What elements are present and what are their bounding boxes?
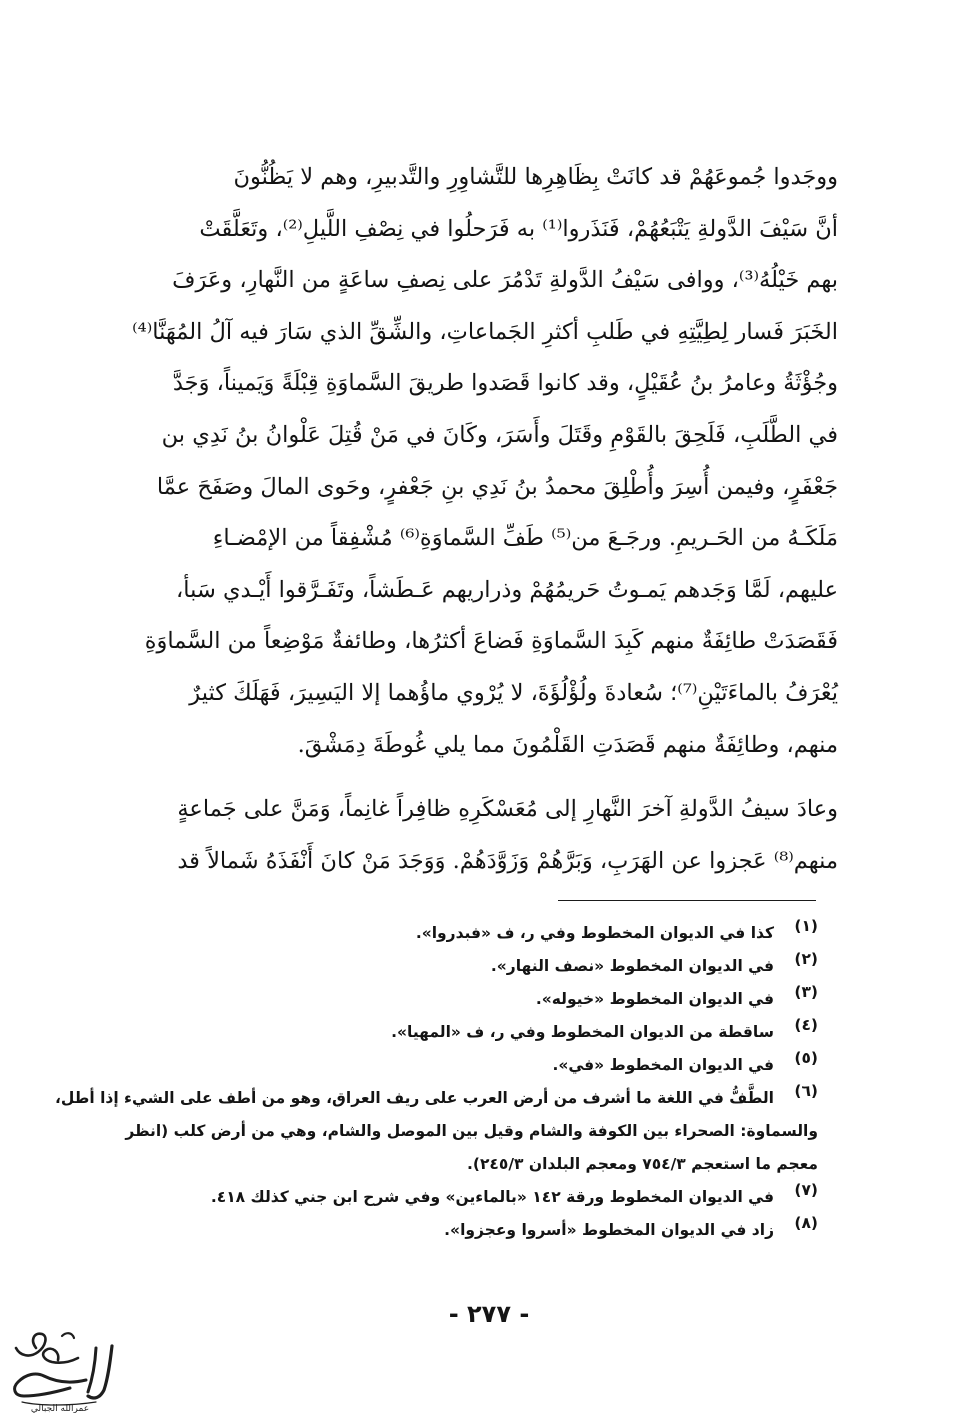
footnote-4 [112,1016,818,1049]
footnote-text: زاد في الديوان المخطوط «أسروا وعجزوا». [444,1221,774,1239]
footnote-text: والسماوة: الصحراء بين الكوفة والشام وقيل بين الموصل والشام، وهي من أرض كلب (انظر [125,1122,818,1140]
text-line: منهم⁽⁸⁾ عَجزوا عن الهَرَبِ، وَبَرَّهُمْ وَزَوَّدَهُمْ. وَوَجَدَ مَنْ كانَ أَنْفَذَهُ شَمالاً قد [177,847,838,874]
calligraphy-logo [0,1318,125,1413]
text-line: عليهم، لَمَّا وَجَدهم يَمـوتُ حَريمُهُمْ وذراريهم عَـطَشاً، وتَفَـرَّقوا أَيْـدي سَبأ، [176,576,838,603]
footnote-text: في الديوان المخطوط «خيوله». [535,990,774,1008]
footnote-5 [112,1049,818,1082]
footnote-divider [558,900,816,901]
text-line: منهم، وطائِفَةٌ منهم قَصَدَتِ القَلْمُونَ مما يلي غُوطَةَ دِمَشْقَ. [297,731,838,758]
text-line: يُعْرَفُ بالماءَتَيْنِ⁽⁷⁾؛ سُعادةَ ولُؤْلُؤَةَ، لا يُرْوي ماؤُهما إلا اليَسِيرَ، فَهَلَكَ كثيرٌ [189,679,838,706]
footnote-number: (٨) [794,1214,818,1232]
text-line: الخَبَرَ فَسار لِطِيَّتِهِ في طَلبِ أكثرِ الجَماعاتِ، والشِّقِّ الذي سَارَ فيه آلُ المُهَنَّا⁽⁴⁾ [132,318,838,345]
text-line: وعادَ سيفُ الدَّولةِ آخرَ النَّهارِ إلى مُعَسْكَرِهِ ظافِراً غانِماً، وَمَنَّ على جَماعةٍ [177,796,838,823]
footnote-number: (٧) [794,1181,818,1199]
text-line: مَلَكَـهُ من الحَـريمِ. ورجَـعَ من⁽⁵⁾ طَفِّ السَّماوَةِ⁽⁶⁾ مُشْفِقاً من الإمْضـاءِ [212,525,838,552]
footnote-text: في الديوان المخطوط «نصف النهار». [490,957,774,975]
footnotes [55,917,818,1247]
footnote-text: معجم ما استعجم ٧٥٤/٣ ومعجم البلدان ٢٤٥/٣). [466,1155,818,1173]
footnote-text: في الديوان المخطوط «في». [552,1056,774,1074]
text-line: في الطَّلَبِ، فَلَحِقَ بالقَوْمِ وقَتَلَ وأَسَرَ، وكَانَ في مَنْ قُتِلَ عَلْوانُ بنُ نَدِي بن [161,421,838,448]
footnote-3 [112,983,818,1016]
main-text [112,152,838,887]
footnote-number: (٣) [794,983,818,1001]
footnote-number: (١) [794,917,818,935]
footnote-number: (٤) [794,1016,818,1034]
footnote-number: (٦) [794,1082,818,1100]
footnote-8 [112,1214,818,1247]
footnote-number: (٢) [794,950,818,968]
page-number: - ٢٧٧ - [448,1300,530,1328]
footnote-6 [55,1082,818,1181]
footnote-text: كذا في الديوان المخطوط وفي ر، ف «فبدروا». [415,924,774,942]
text-line: ووجَدوا جُموعَهُمْ قد كانَتْ بِظَاهِرِها للتَّشاوِرِ والتَّدبيرِ، وهم لا يَظُنُّونَ [233,164,838,190]
footnote-text: ساقطة من الديوان المخطوط وفي ر، ف «المهيا». [391,1023,774,1041]
footnote-text: في الديوان المخطوط ورقة ١٤٢ «بالماءين» وفي شرح ابن جني كذلك ٤١٨. [210,1188,774,1206]
footnote-text: الطَّفُّ في اللغة ما أشرف من أرض العرب على ريف العراق، وهو من أطف على الشيء إذا أطل، [55,1089,774,1107]
footnote-7 [112,1181,818,1214]
text-line: فَقَصَدَتْ طائِفَةٌ منهم كَبِدَ السَّماوَةِ فَضاعَ أكثرُها، وطائفةٌ مَوْضِعاً من السَّماوَةِ [144,628,838,655]
text-line: وجُؤْثَةُ وعامرُ بنُ عُقَيْلٍ، وقد كانوا قَصَدوا طريقَ السَّماوَةِ قِبْلَةً وَيَميناً، وَجَدَّ [172,370,838,397]
text-line: بهم خَيْلُهُ⁽³⁾، ووافى سَيْفُ الدَّولةِ تَدْمُرَ على نِصفِ ساعَةٍ من النَّهارِ، وعَرَفَ [172,267,838,294]
text-line: أنَّ سَيْفَ الدَّولةِ يَتْبَعُهُمْ، فَنَذَروا⁽¹⁾ به فَرَحلُوا في نِصْفِ اللَّيلِ⁽²⁾، وتَعَلَّقَتْ [199,215,838,242]
logo-subtext: عمرالله الجبالي [30,1404,90,1413]
paragraph-2 [112,784,838,887]
footnote-1 [112,917,818,950]
paragraph-1 [112,152,838,771]
text-line: جَعْفَرٍ، وفيمن أُسِرَ وأُطْلِقَ محمدُ بنُ نَدِي بنِ جَعْفرٍ، وحَوى المالَ وصَفَحَ عمَّا [156,473,838,500]
footnote-number: (٥) [794,1049,818,1067]
footnote-2 [112,950,818,983]
